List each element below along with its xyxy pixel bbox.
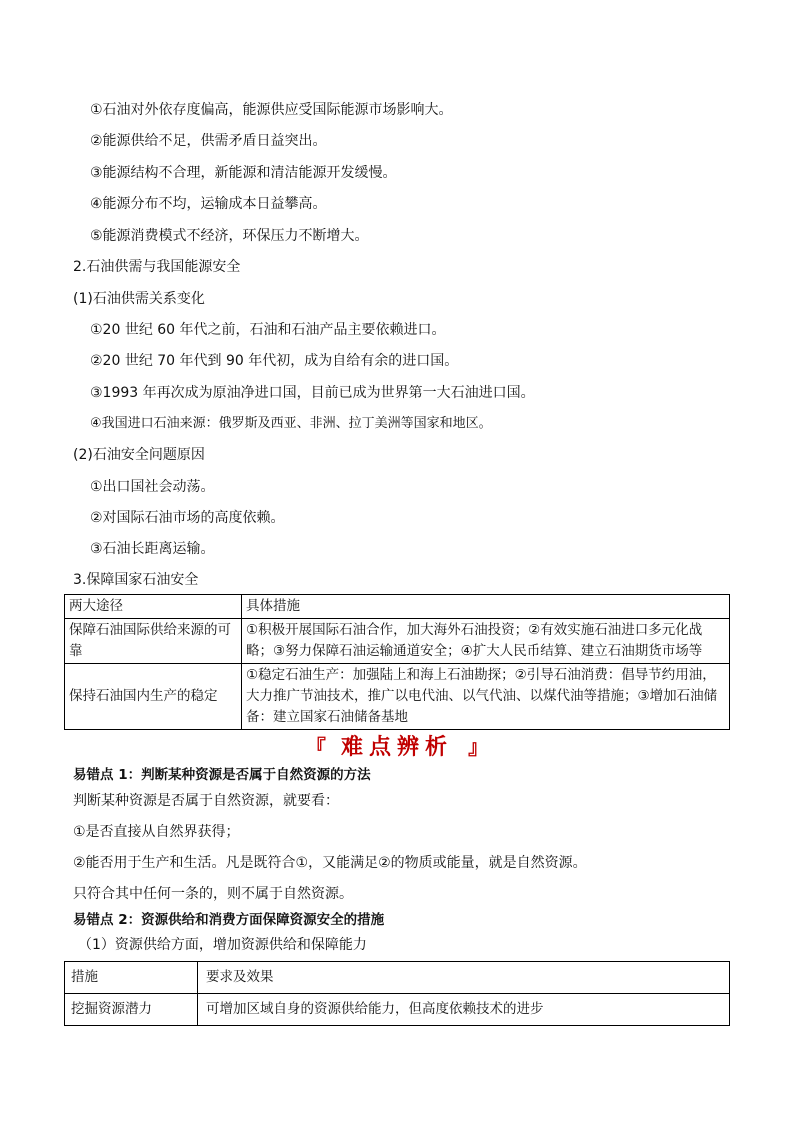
list-item: ①20 世纪 60 年代之前，石油和石油产品主要依赖进口。 — [90, 322, 446, 338]
oil-security-table — [64, 594, 730, 730]
section-heading: 2.石油供需与我国能源安全 — [73, 259, 241, 275]
error-point-heading: 易错点 2：资源供给和消费方面保障资源安全的措施 — [73, 912, 385, 928]
paragraph: 判断某种资源是否属于自然资源，就要看： — [73, 793, 339, 809]
difficulty-banner — [0, 730, 794, 761]
table-header-row — [65, 962, 730, 994]
supply-measures-table — [64, 961, 730, 1026]
banner-bracket-right: 』 — [468, 735, 489, 759]
paragraph: ①是否直接从自然界获得； — [73, 824, 240, 840]
list-item: ④能源分布不均，运输成本日益攀高。 — [90, 196, 327, 212]
table-header-cell: 措施 — [65, 962, 198, 994]
table-cell-effect: 可增加区域自身的资源供给能力，但高度依赖技术的进步 — [198, 994, 730, 1026]
table-cell-way: 保障石油国际供给来源的可靠 — [65, 619, 242, 664]
list-item: ③1993 年再次成为原油净进口国，目前已成为世界第一大石油进口国。 — [90, 385, 535, 401]
table-cell-way: 保持石油国内生产的稳定 — [65, 664, 242, 730]
table-row — [65, 994, 730, 1026]
list-item: ③石油长距离运输。 — [90, 541, 215, 557]
table-cell-measure: ①稳定石油生产：加强陆上和海上石油勘探；②引导石油消费：倡导节约用油，大力推广节油技术，推广以电代油、以气代油、以煤代油等措施；③增加石油储备：建立国家石油储备基地 — [242, 664, 730, 730]
subsection-heading: (1)石油供需关系变化 — [73, 291, 205, 307]
banner-bracket-left: 『 — [305, 735, 326, 759]
list-item: ①石油对外依存度偏高，能源供应受国际能源市场影响大。 — [90, 102, 453, 118]
list-item: ④我国进口石油来源：俄罗斯及西亚、非洲、拉丁美洲等国家和地区。 — [90, 416, 492, 431]
list-item: ①出口国社会动荡。 — [90, 479, 215, 495]
table-row — [65, 664, 730, 730]
subsection-heading: （1）资源供给方面，增加资源供给和保障能力 — [78, 937, 367, 953]
list-item: ②能源供给不足，供需矛盾日益突出。 — [90, 133, 327, 149]
subsection-heading: (2)石油安全问题原因 — [73, 447, 205, 463]
table-cell-measure: ①积极开展国际石油合作，加大海外石油投资；②有效实施石油进口多元化战略；③努力保障石油运输通道安全；④扩大人民币结算、建立石油期货市场等 — [242, 619, 730, 664]
list-item: ③能源结构不合理，新能源和清洁能源开发缓慢。 — [90, 165, 397, 181]
table-header-cell: 具体措施 — [242, 595, 730, 619]
list-item: ⑤能源消费模式不经济，环保压力不断增大。 — [90, 228, 369, 244]
section-heading: 3.保障国家石油安全 — [73, 572, 199, 588]
table-header-cell: 两大途径 — [65, 595, 242, 619]
table-header-cell: 要求及效果 — [198, 962, 730, 994]
paragraph: 只符合其中任何一条的，则不属于自然资源。 — [73, 886, 353, 902]
list-item: ②对国际石油市场的高度依赖。 — [90, 510, 285, 526]
table-header-row — [65, 595, 730, 619]
table-row — [65, 619, 730, 664]
paragraph: ②能否用于生产和生活。凡是既符合①，又能满足②的物质或能量，就是自然资源。 — [73, 855, 587, 871]
list-item: ②20 世纪 70 年代到 90 年代初，成为自给有余的进口国。 — [90, 353, 459, 369]
banner-title: 难点辨析 — [340, 735, 453, 760]
error-point-heading: 易错点 1：判断某种资源是否属于自然资源的方法 — [73, 767, 371, 783]
table-cell-measure: 挖掘资源潜力 — [65, 994, 198, 1026]
